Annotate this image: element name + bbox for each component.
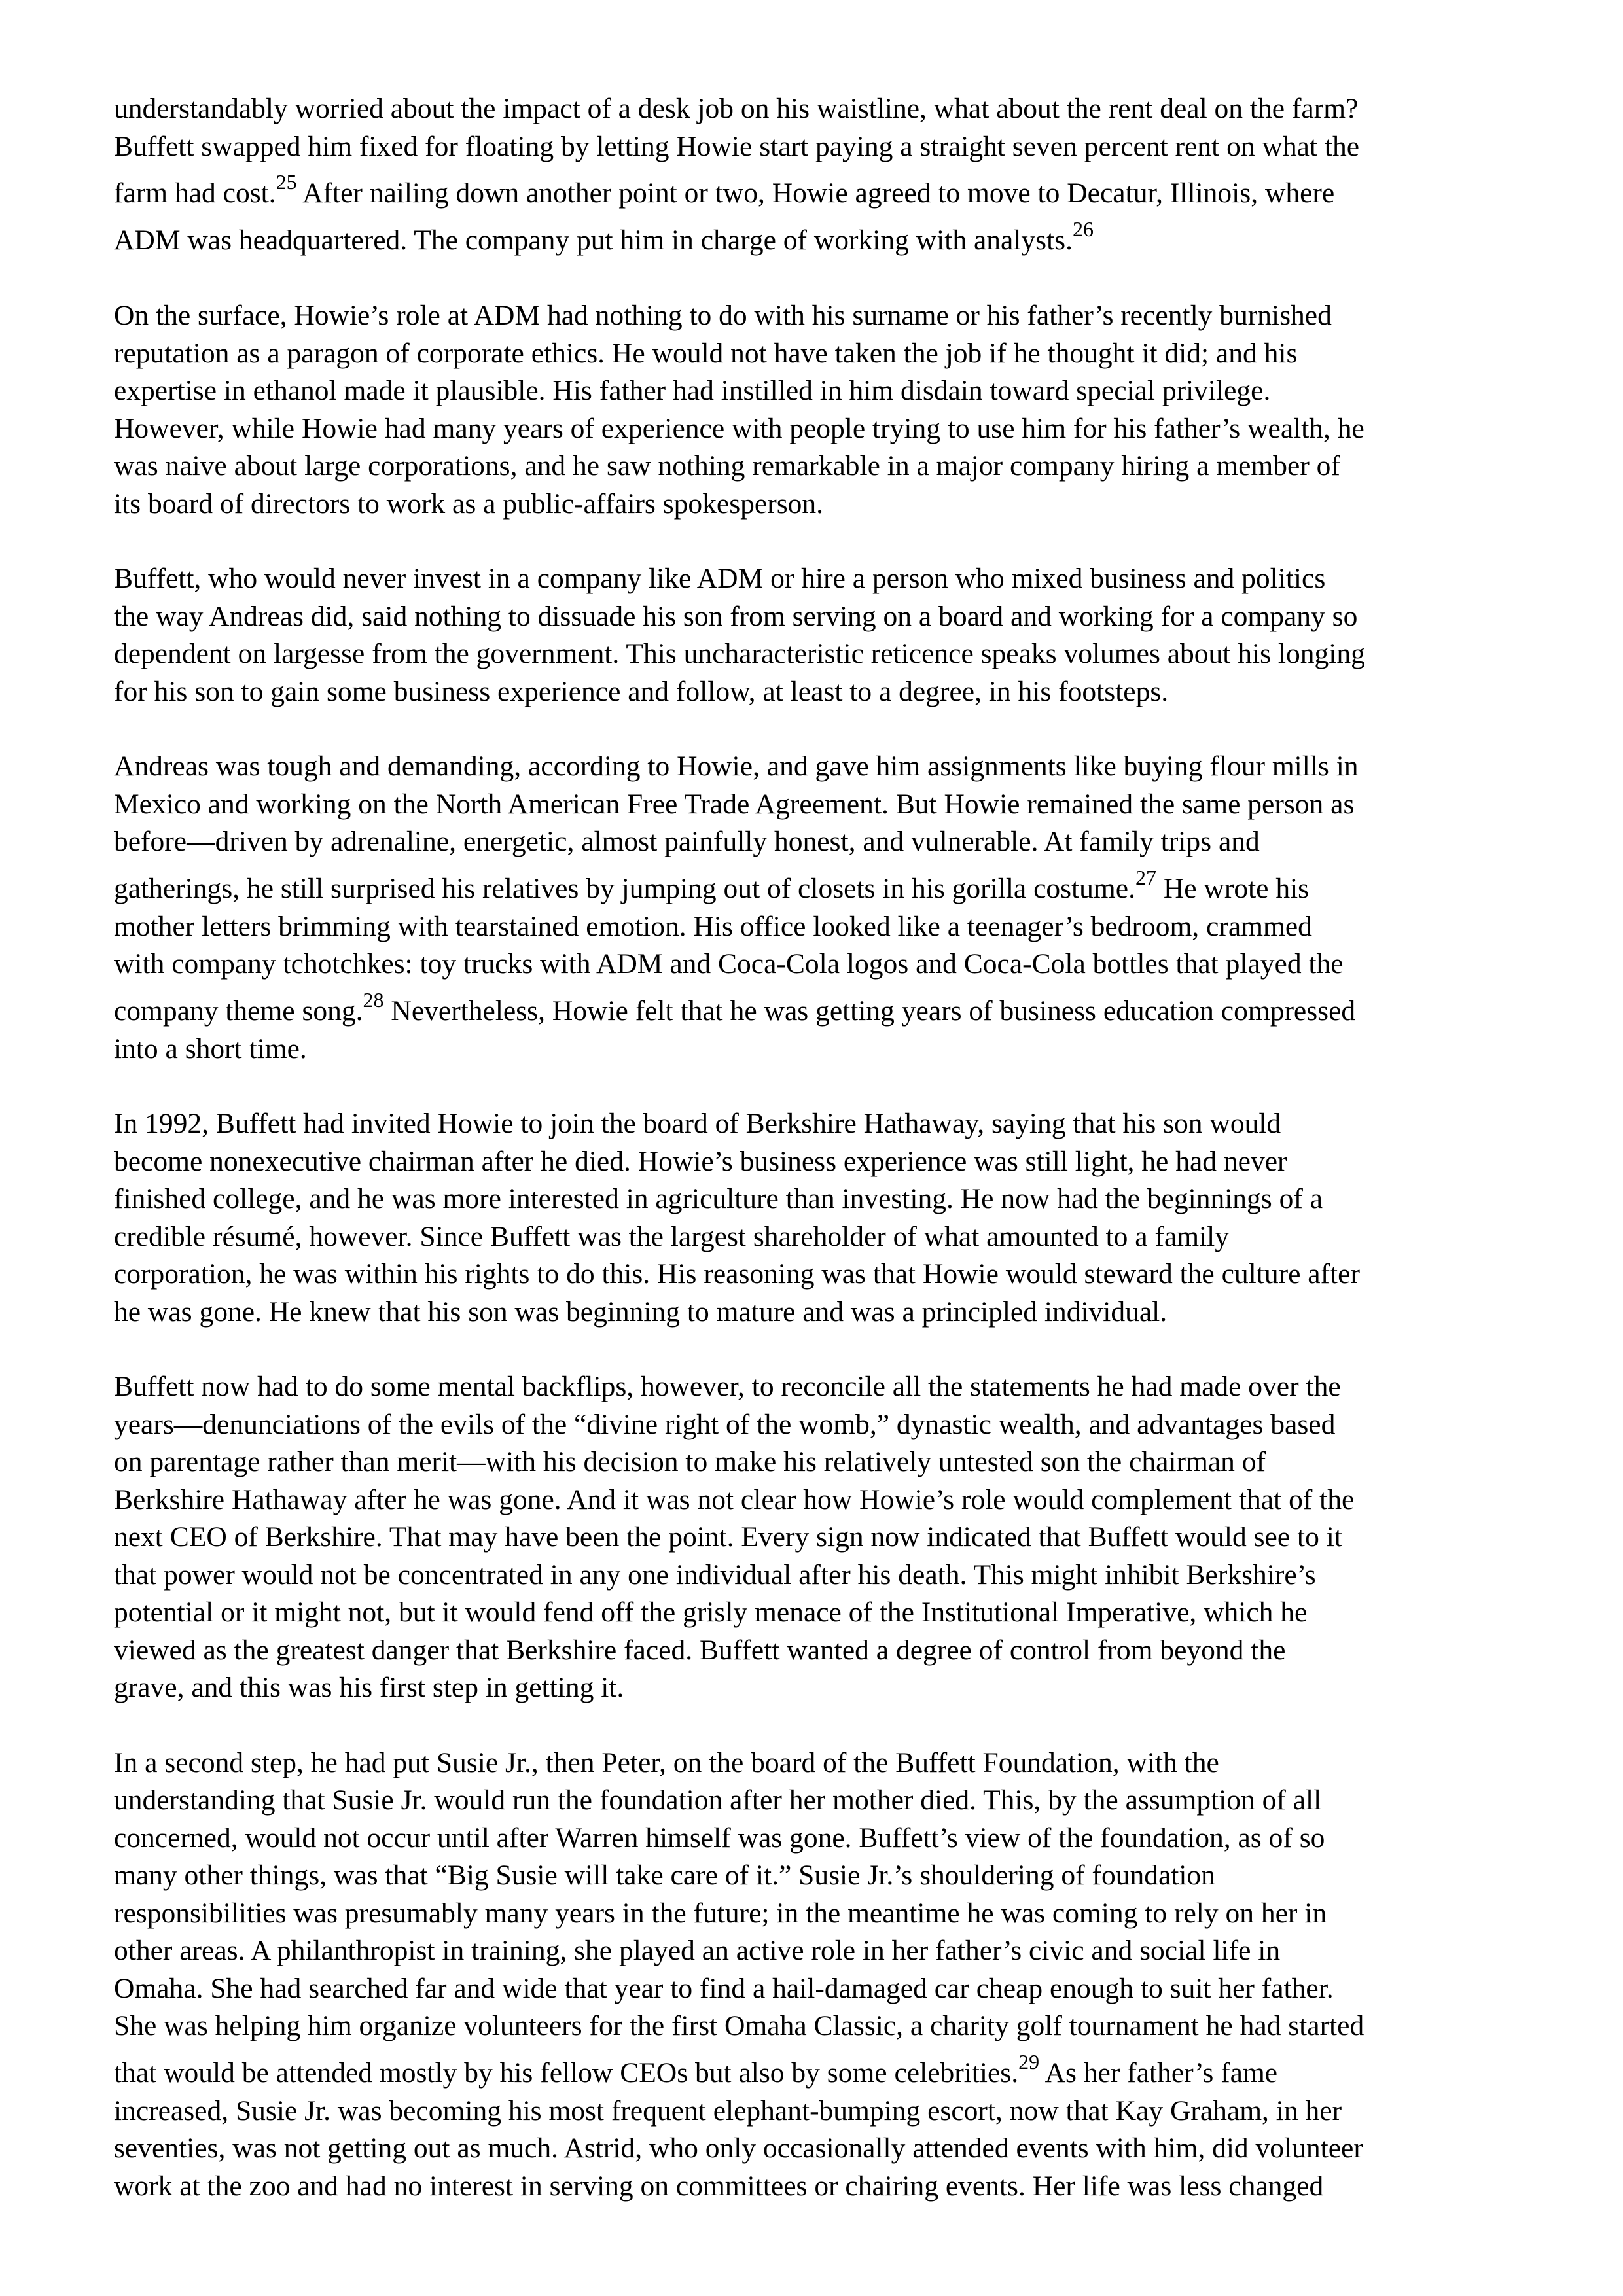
footnote-reference: 25 — [276, 170, 297, 194]
text-run: ADM was headquartered. The company put him in charge of working with analysts. — [114, 224, 1073, 256]
text-run: He wrote his — [1156, 872, 1310, 904]
text-run: dependent on largesse from the government. This uncharacteristic reticence speaks volumes about his longing — [114, 638, 1365, 669]
text-line — [114, 823, 1527, 861]
text-run: other areas. A philanthropist in training, she played an active role in her father’s civic and social life in — [114, 1935, 1281, 1966]
text-run: farm had cost. — [114, 177, 276, 209]
body-paragraph — [114, 1105, 1527, 1331]
text-line — [114, 1970, 1527, 2008]
text-line — [114, 1669, 1527, 1707]
text-run: work at the zoo and had no interest in serving on committees or chairing events. Her life was less changed — [114, 2170, 1324, 2202]
text-run: many other things, was that “Big Susie will take care of it.” Susie Jr.’s shouldering of foundation — [114, 1860, 1215, 1891]
text-line — [114, 213, 1527, 260]
text-run: for his son to gain some business experience and follow, at least to a degree, in his footsteps. — [114, 675, 1169, 707]
text-line — [114, 448, 1527, 486]
text-run: Buffett swapped him fixed for floating by letting Howie start paying a straight seven percent rent on what the — [114, 130, 1360, 162]
text-line — [114, 2093, 1527, 2130]
body-paragraph — [114, 297, 1527, 523]
body-paragraph — [114, 1744, 1527, 2206]
text-run: increased, Susie Jr. was becoming his most frequent elephant-bumping escort, now that Kay Graham, in her — [114, 2094, 1342, 2127]
text-line — [114, 1180, 1527, 1218]
text-line — [114, 786, 1527, 824]
text-run: Omaha. She had searched far and wide that year to find a hail-damaged car cheap enough to suit her father. — [114, 1972, 1334, 2004]
text-line — [114, 1218, 1527, 1256]
text-run: responsibilities was presumably many years in the future; in the meantime he was coming to rely on her in — [114, 1897, 1327, 1929]
text-run: She was helping him organize volunteers for the first Omaha Classic, a charity golf tournament he had started — [114, 2010, 1364, 2041]
text-line — [114, 1294, 1527, 1332]
text-run: grave, and this was his first step in getting it. — [114, 1672, 624, 1703]
text-run: next CEO of Berkshire. That may have been the point. Every sign now indicated that Buffett would see to it — [114, 1521, 1342, 1553]
text-run: into a short time. — [114, 1033, 307, 1065]
footnote-reference: 27 — [1135, 865, 1156, 889]
text-line — [114, 1895, 1527, 1933]
text-run: Buffett now had to do some mental backflips, however, to reconcile all the statements he had made over the — [114, 1371, 1341, 1402]
text-line — [114, 1256, 1527, 1294]
text-line — [114, 1105, 1527, 1143]
text-line — [114, 410, 1527, 448]
text-line — [114, 1443, 1527, 1481]
text-run: mother letters brimming with tearstained emotion. His office looked like a teenager’s bedroom, crammed — [114, 910, 1312, 942]
text-run: On the surface, Howie’s role at ADM had nothing to do with his surname or his father’s recently burnished — [114, 300, 1332, 331]
text-run: company theme song. — [114, 995, 363, 1027]
text-run: After nailing down another point or two, Howie agreed to move to Decatur, Illinois, where — [296, 177, 1335, 209]
footnote-reference: 29 — [1018, 2049, 1040, 2074]
text-line — [114, 945, 1527, 983]
footnote-reference: 28 — [363, 987, 384, 1012]
text-run: that would be attended mostly by his fellow CEOs but also by some celebrities. — [114, 2057, 1019, 2089]
text-run: Nevertheless, Howie felt that he was getting years of business education compressed — [383, 995, 1356, 1027]
text-run: reputation as a paragon of corporate ethics. He would not have taken the job if he thought it did; and his — [114, 337, 1298, 369]
body-paragraph — [114, 748, 1527, 1068]
text-line — [114, 1932, 1527, 1970]
text-run: on parentage rather than merit—with his decision to make his relatively untested son the chairman of — [114, 1446, 1266, 1477]
text-line — [114, 1519, 1527, 1557]
text-line — [114, 1557, 1527, 1595]
body-paragraph — [114, 90, 1527, 260]
text-line — [114, 1143, 1527, 1181]
text-line — [114, 748, 1527, 786]
text-line — [114, 560, 1527, 598]
text-run: Mexico and working on the North American Free Trade Agreement. But Howie remained the same person as — [114, 788, 1355, 820]
document-page — [114, 90, 1527, 2242]
text-line — [114, 1820, 1527, 1858]
text-line — [114, 486, 1527, 523]
text-run: viewed as the greatest danger that Berkshire faced. Buffett wanted a degree of control from beyond the — [114, 1634, 1286, 1666]
text-line — [114, 1406, 1527, 1444]
text-run: understandably worried about the impact of a desk job on his waistline, what about the rent deal on the farm? — [114, 93, 1359, 124]
text-run: concerned, would not occur until after Warren himself was gone. Buffett’s view of the foundation, as of so — [114, 1822, 1325, 1854]
text-run: Andreas was tough and demanding, according to Howie, and gave him assignments like buying flour mills in — [114, 751, 1359, 782]
text-run: corporation, he was within his rights to do this. His reasoning was that Howie would steward the culture after — [114, 1258, 1360, 1290]
text-run: with company tchotchkes: toy trucks with ADM and Coca-Cola logos and Coca-Cola bottles that played the — [114, 948, 1344, 980]
text-run: before—driven by adrenaline, energetic, almost painfully honest, and vulnerable. At family trips and — [114, 826, 1260, 857]
text-line — [114, 1744, 1527, 1782]
text-run: seventies, was not getting out as much. Astrid, who only occasionally attended events with him, did volunteer — [114, 2132, 1363, 2164]
text-run: he was gone. He knew that his son was beginning to mature and was a principled individual. — [114, 1296, 1168, 1328]
text-line — [114, 297, 1527, 335]
text-run: Berkshire Hathaway after he was gone. And it was not clear how Howie’s role would complement that of the — [114, 1483, 1355, 1515]
text-line — [114, 1857, 1527, 1895]
footnote-reference: 26 — [1072, 217, 1094, 241]
text-run: expertise in ethanol made it plausible. His father had instilled in him disdain toward special privilege. — [114, 375, 1271, 406]
text-line — [114, 90, 1527, 128]
text-line — [114, 2168, 1527, 2206]
text-line — [114, 1481, 1527, 1519]
text-run: In a second step, he had put Susie Jr., then Peter, on the board of the Buffett Foundation, with the — [114, 1746, 1219, 1778]
text-line — [114, 372, 1527, 410]
text-run: that power would not be concentrated in any one individual after his death. This might inhibit Berkshire’s — [114, 1559, 1316, 1591]
text-run: In 1992, Buffett had invited Howie to join the board of Berkshire Hathaway, saying that his son would — [114, 1108, 1281, 1139]
text-run: was naive about large corporations, and he saw nothing remarkable in a major company hiring a member of — [114, 450, 1340, 482]
text-line — [114, 861, 1527, 908]
text-run: the way Andreas did, said nothing to dissuade his son from serving on a board and working for a company so — [114, 600, 1358, 632]
text-line — [114, 335, 1527, 373]
text-line — [114, 2045, 1527, 2093]
text-line — [114, 673, 1527, 711]
body-paragraph — [114, 560, 1527, 711]
text-line — [114, 1782, 1527, 1820]
text-line — [114, 1031, 1527, 1069]
text-line — [114, 2130, 1527, 2168]
text-run: understanding that Susie Jr. would run the foundation after her mother died. This, by the assumption of all — [114, 1784, 1322, 1816]
body-paragraph — [114, 1368, 1527, 1707]
text-line — [114, 908, 1527, 946]
text-line — [114, 983, 1527, 1031]
text-run: years—denunciations of the evils of the “divine right of the womb,” dynastic wealth, and advantages based — [114, 1408, 1336, 1440]
text-line — [114, 128, 1527, 166]
text-line — [114, 1632, 1527, 1670]
text-line — [114, 1368, 1527, 1406]
text-line — [114, 1594, 1527, 1632]
text-line — [114, 166, 1527, 213]
text-run: credible résumé, however. Since Buffett was the largest shareholder of what amounted to a family — [114, 1220, 1230, 1252]
text-run: However, while Howie had many years of experience with people trying to use him for his father’s wealth, he — [114, 412, 1364, 444]
text-line — [114, 598, 1527, 636]
text-run: As her father’s fame — [1039, 2057, 1278, 2089]
text-run: its board of directors to work as a public-affairs spokesperson. — [114, 487, 823, 520]
text-run: become nonexecutive chairman after he died. Howie’s business experience was still light, he had never — [114, 1145, 1287, 1177]
text-run: finished college, and he was more interested in agriculture than investing. He now had the beginnings of a — [114, 1183, 1323, 1214]
text-run: gatherings, he still surprised his relatives by jumping out of closets in his gorilla costume. — [114, 872, 1135, 904]
text-run: potential or it might not, but it would fend off the grisly menace of the Institutional Imperative, which he — [114, 1597, 1308, 1628]
text-line — [114, 2007, 1527, 2045]
text-line — [114, 635, 1527, 673]
text-run: Buffett, who would never invest in a company like ADM or hire a person who mixed business and politics — [114, 563, 1326, 594]
